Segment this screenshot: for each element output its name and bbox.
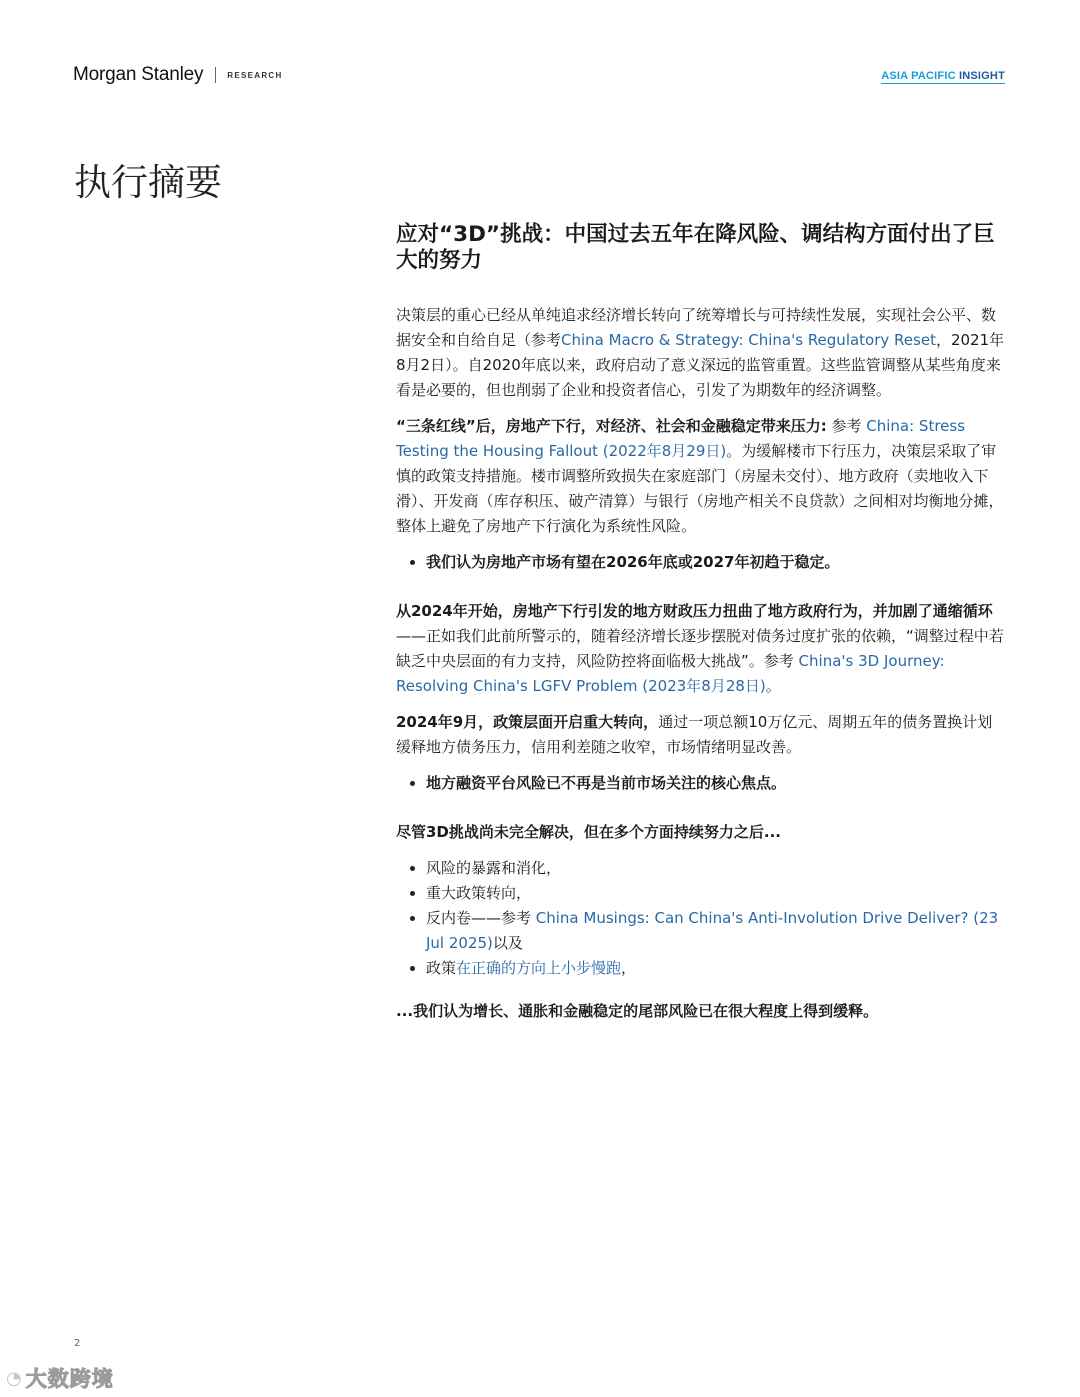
brand-logo: Morgan Stanley	[73, 64, 204, 85]
p1-text-a: 决策层的重心已经从单纯追求经济增长转向了统筹增长与可持续性发展，实现社会公平、数据安全和自给自足（参考	[396, 306, 997, 349]
bullet-list-housing	[396, 550, 1006, 575]
spacer	[396, 981, 1006, 999]
report-link-small-steps[interactable]: 在正确的方向上小步慢跑	[456, 959, 622, 977]
item3-text-b: 以及	[492, 934, 523, 952]
page-title: 执行摘要	[74, 161, 222, 204]
p2-text-a: 参考	[826, 417, 867, 435]
section-headline: 应对“3D”挑战：中国过去五年在降风险、调结构方面付出了巨大的努力	[396, 222, 995, 273]
main-content	[396, 222, 1006, 1035]
watermark-text: 大数跨境	[25, 1367, 114, 1391]
p4-text: 通过一项总额10万亿元、周期五年的债务置换计划缓释地方债务压力，信用利差随之收窄，市场情绪明显改善。	[396, 713, 993, 756]
paragraph-policy-shift	[396, 303, 1006, 403]
spacer	[396, 796, 1006, 820]
paragraph-housing	[396, 414, 1006, 539]
item4-text-a: 政策	[426, 959, 457, 977]
p2-bold: “三条红线”后，房地产下行，对经济、社会和金融稳定带来压力:	[396, 417, 827, 435]
p3-text-a: ——正如我们此前所警示的，随着经济增长逐步摆脱对债务过度扩张的依赖，“调整过程中若缺乏中央层面的有力支持，风险防控将面临极大挑战”。参考	[396, 627, 1004, 670]
p5-bold: 尽管3D挑战尚未完全解决，但在多个方面持续努力之后...	[396, 823, 781, 841]
report-link-lgfv[interactable]: China's 3D Journey: Resolving China's LGFV Problem (2023年8月28日)	[396, 652, 945, 695]
research-label: RESEARCH	[227, 70, 283, 80]
list-item	[426, 906, 1006, 956]
bullet-list-efforts	[396, 856, 1006, 981]
paragraph-policy-pivot	[396, 710, 1006, 760]
spacer	[396, 575, 1006, 599]
p2-text-b: 。为缓解楼市下行压力，决策层采取了审慎的政策支持措施。楼市调整所致损失在家庭部门（房屋未交付）、地方政府（卖地收入下滑）、开发商（库存积压、破产清算）与银行（房地产相关不良贷款）之间相对均衡地分摊，整体上避免了房地产下行演化为系统性风险。	[396, 442, 1004, 535]
paragraph-local-fiscal	[396, 599, 1006, 699]
report-link-regulatory-reset[interactable]: China Macro & Strategy: China's Regulatory Reset	[561, 331, 936, 349]
list-item: • 风险的暴露和消化，	[426, 856, 1006, 881]
list-item	[426, 771, 1006, 796]
page-number: 2	[74, 1338, 81, 1349]
p3-bold: 从2024年开始，房地产下行引发的地方财政压力扭曲了地方政府行为，并加剧了通缩循环	[396, 602, 993, 620]
list-item: • 重大政策转向，	[426, 881, 1006, 906]
series-label-insight: INSIGHT	[958, 70, 1005, 82]
paragraph-3d-challenge	[396, 820, 1006, 845]
p1-text-b: ，2021年8月2日）。自2020年底以来，政府启动了意义深远的监管重置。这些监管调整从某些角度来看是必要的，但也削弱了企业和投资者信心，引发了为期数年的经济调整。	[396, 331, 1005, 399]
page-header	[73, 64, 283, 86]
bullet-housing-text: 我们认为房地产市场有望在2026年底或2027年初趋于稳定。	[426, 553, 840, 571]
report-link-housing-fallout[interactable]: China: Stress Testing the Housing Fallout (2022年8月29日)	[396, 417, 966, 460]
series-label	[881, 70, 1005, 84]
report-link-anti-involution[interactable]: China Musings: Can China's Anti-Involution Drive Deliver? (23 Jul 2025)	[426, 909, 999, 952]
paragraph-conclusion	[396, 999, 1006, 1024]
list-item	[426, 956, 1006, 981]
bullet-list-lgfv	[396, 771, 1006, 796]
series-label-region: ASIA PACIFIC	[881, 70, 959, 82]
header-divider	[215, 67, 216, 83]
p4-bold: 2024年9月，政策层面开启重大转向，	[396, 713, 659, 731]
list-item	[426, 550, 1006, 575]
conclusion-text: ...我们认为增长、通胀和金融稳定的尾部风险已在很大程度上得到缓释。	[396, 1002, 879, 1020]
bullet-lgfv-text: 地方融资平台风险已不再是当前市场关注的核心焦点。	[426, 774, 787, 792]
watermark-logo-icon: ◔	[6, 1367, 22, 1389]
p3-text-b: 。	[765, 677, 781, 695]
item4-text-b: ，	[621, 959, 637, 977]
watermark	[6, 1363, 114, 1393]
item3-text-a: 反内卷——参考	[426, 909, 536, 927]
